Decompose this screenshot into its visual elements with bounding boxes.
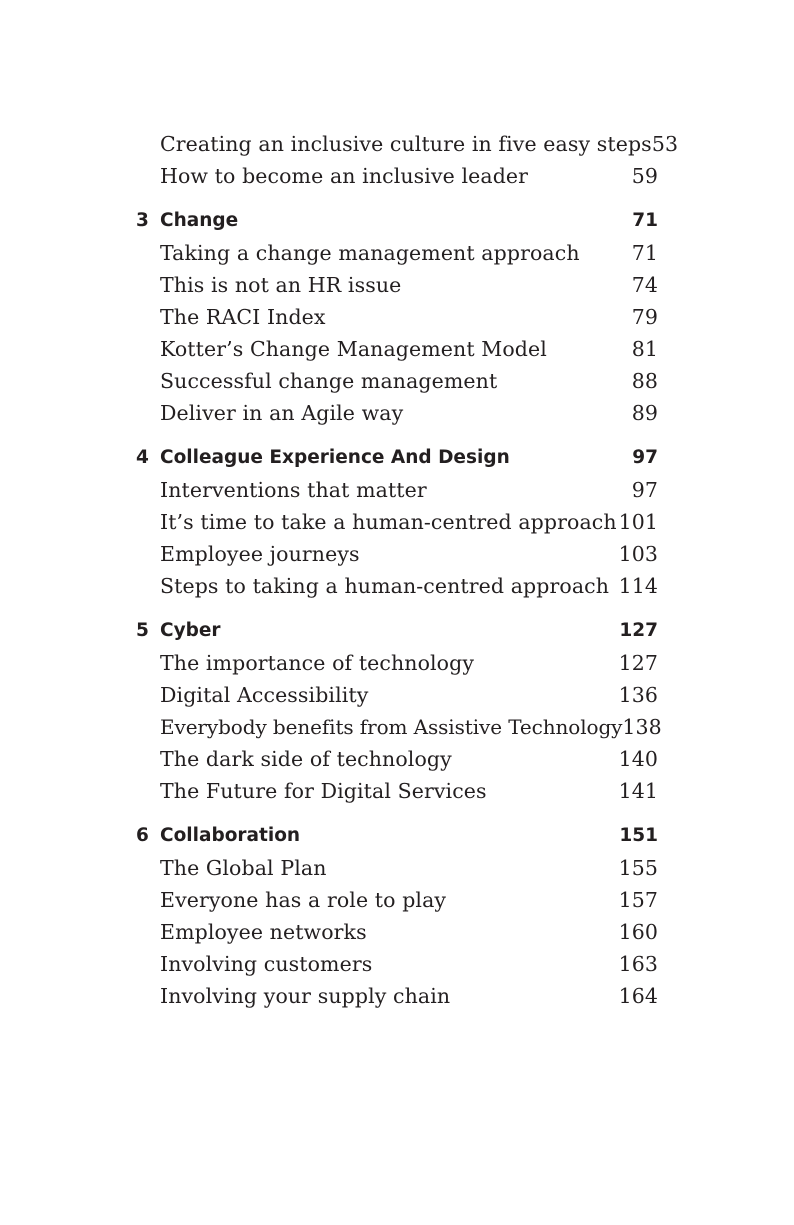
entry-page-number: 140 (618, 747, 658, 771)
toc-entry (136, 884, 658, 916)
entry-title: Deliver in an Agile way (160, 401, 404, 425)
chapter-title: Collaboration (160, 825, 301, 846)
entry-title: The RACI Index (160, 305, 326, 329)
toc-entry (136, 474, 658, 506)
entry-page-number: 89 (631, 401, 658, 425)
toc-entry (136, 160, 658, 192)
entry-page-number: 97 (631, 478, 658, 502)
entry-title: Taking a change management approach (160, 241, 580, 265)
chapter-page-number: 97 (632, 447, 658, 468)
toc-entry (136, 538, 658, 570)
chapter-heading-5 (136, 615, 658, 647)
chapter-title: Change (160, 210, 239, 231)
entry-title: The Global Plan (160, 856, 327, 880)
toc-entry (136, 269, 658, 301)
chapter-page-number: 71 (632, 210, 658, 231)
entry-title: Steps to taking a human-centred approach (160, 574, 610, 598)
entry-page-number: 114 (618, 574, 658, 598)
entry-title: Everyone has a role to play (160, 888, 447, 912)
toc-entry (136, 980, 658, 1012)
chapter-number: 6 (136, 825, 149, 846)
entry-page-number: 79 (631, 305, 658, 329)
chapter-heading-6 (136, 820, 658, 852)
entry-page-number: 155 (618, 856, 658, 880)
toc-entry (136, 333, 658, 365)
chapter-heading-3 (136, 205, 658, 237)
chapter-number: 3 (136, 210, 149, 231)
entry-page-number: 59 (631, 164, 658, 188)
entry-page-number: 103 (618, 542, 658, 566)
entry-title: The dark side of technology (160, 747, 452, 771)
chapter-page-number: 127 (619, 620, 658, 641)
chapter-page-number: 151 (619, 825, 658, 846)
toc-entry (136, 679, 658, 711)
chapter-number: 5 (136, 620, 149, 641)
chapter-title: Cyber (160, 620, 221, 641)
toc-entry (136, 916, 658, 948)
toc-entry (136, 397, 658, 429)
entry-page-number: 163 (618, 952, 658, 976)
toc-entry (136, 948, 658, 980)
chapter-title: Colleague Experience And Design (160, 447, 510, 468)
chapter-number: 4 (136, 447, 149, 468)
entry-page-number: 127 (618, 651, 658, 675)
toc-entry (136, 711, 662, 743)
toc-entry (136, 506, 658, 538)
entry-title: Kotter’s Change Management Model (160, 337, 547, 361)
entry-title: The importance of technology (160, 651, 475, 675)
entry-page-number: 53 (651, 132, 679, 156)
entry-title: Employee networks (160, 920, 367, 944)
entry-title: Interventions that matter (160, 478, 427, 502)
toc-entry (136, 570, 658, 602)
entry-page-number: 138 (622, 715, 662, 739)
entry-page-number: 164 (618, 984, 658, 1008)
table-of-contents (136, 128, 679, 1012)
entry-page-number: 74 (631, 273, 658, 297)
toc-entry (136, 237, 658, 269)
toc-entry (136, 365, 658, 397)
entry-page-number: 136 (618, 683, 658, 707)
entry-title: The Future for Digital Services (160, 779, 487, 803)
entry-page-number: 141 (618, 779, 658, 803)
entry-title: Successful change management (160, 369, 498, 393)
entry-page-number: 157 (618, 888, 658, 912)
toc-entry (136, 301, 658, 333)
entry-title: Creating an inclusive culture in five easy steps (160, 132, 652, 156)
toc-entry (136, 647, 658, 679)
toc-entry (136, 743, 658, 775)
toc-entry (136, 852, 658, 884)
entry-page-number: 81 (631, 337, 658, 361)
entry-page-number: 88 (631, 369, 658, 393)
entry-page-number: 71 (631, 241, 658, 265)
toc-entry (136, 775, 658, 807)
entry-title: It’s time to take a human-centred approach (160, 510, 617, 534)
entry-page-number: 101 (618, 510, 658, 534)
entry-title: This is not an HR issue (160, 273, 402, 297)
entry-title: Involving customers (160, 952, 373, 976)
entry-title: Employee journeys (160, 542, 360, 566)
entry-title: Digital Accessibility (160, 683, 369, 707)
entry-page-number: 160 (618, 920, 658, 944)
toc-entry (136, 128, 679, 160)
entry-title: Everybody benefits from Assistive Technology (160, 715, 623, 739)
chapter-heading-4 (136, 442, 658, 474)
entry-title: Involving your supply chain (160, 984, 451, 1008)
entry-title: How to become an inclusive leader (160, 164, 529, 188)
